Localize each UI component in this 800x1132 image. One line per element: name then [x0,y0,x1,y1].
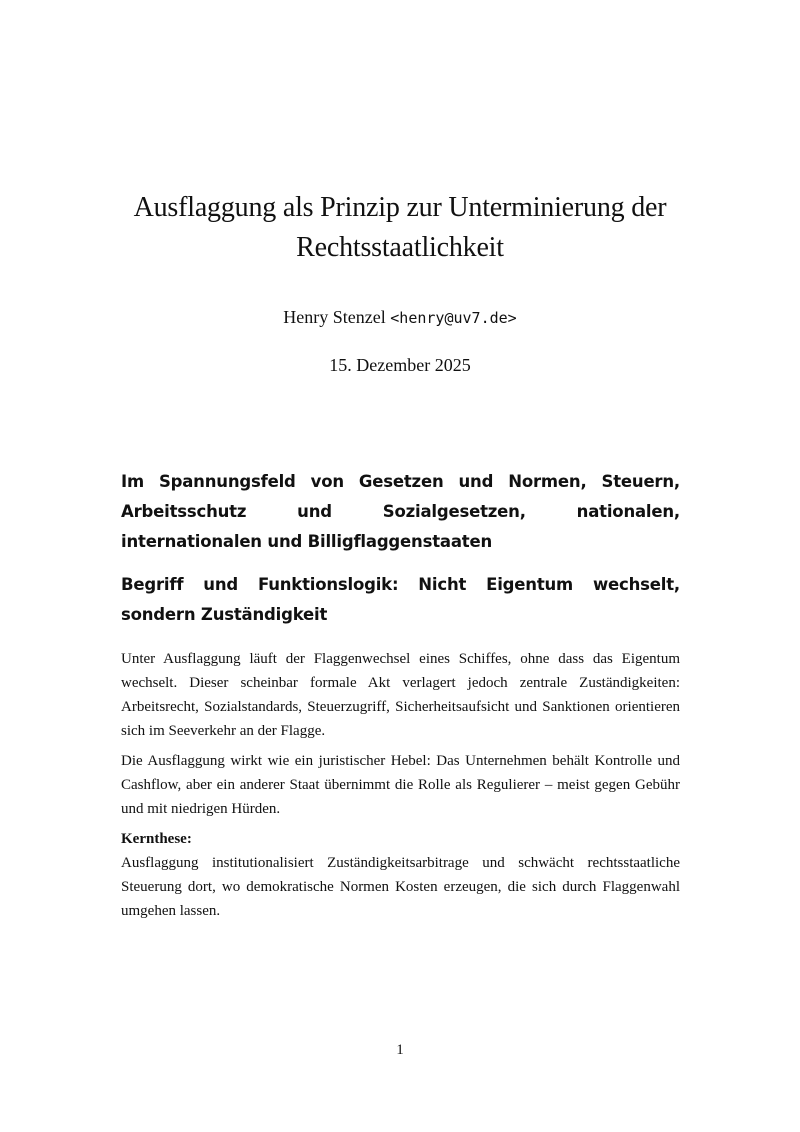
author-email: <henry@uv7.de> [390,309,517,327]
subsection-heading: Begriff und Funktionslogik: Nicht Eigentum wechselt, sondern Zuständigkeit [121,575,680,624]
author-line [0,305,800,330]
page-number: 1 [396,1042,404,1058]
author-name: Henry Stenzel [283,307,386,327]
document-date: 15. Dezember 2025 [329,355,471,375]
thesis-text: Ausflaggung institutionalisiert Zuständigkeitsarbitrage und schwächt rechtsstaatliche Steuerung dort, wo demokratische Normen Kosten erzeugen, die sich durch Flaggenwahl umgehen lassen. [121,855,680,919]
document-body [121,467,680,923]
paragraph-lever: Die Ausflaggung wirkt wie ein juristischer Hebel: Das Unternehmen behält Kontrolle und Cashflow, aber ein anderer Staat übernimmt die Rolle als Regulierer – meist gegen Gebühr und mit niedrigen Hürden. [121,753,680,817]
thesis-label: Kernthese: [121,831,192,847]
section-heading: Im Spannungsfeld von Gesetzen und Normen, Steuern, Arbeitsschutz und Sozialgesetzen, nationalen, internationalen und Billigflaggenstaaten [121,472,680,551]
paragraph-definition: Unter Ausflaggung läuft der Flaggenwechsel eines Schiffes, ohne dass das Eigentum wechselt. Dieser scheinbar formale Akt verlagert jedoch zentrale Zuständigkeiten: Arbeitsrecht, Sozialstandards, Steuerzugriff, Sicherheitsaufsicht und Sanktionen orientieren sich im Seeverkehr an der Flagge. [121,651,680,739]
document-title: Ausflaggung als Prinzip zur Unterminierung der Rechtsstaatlichkeit [133,192,667,263]
